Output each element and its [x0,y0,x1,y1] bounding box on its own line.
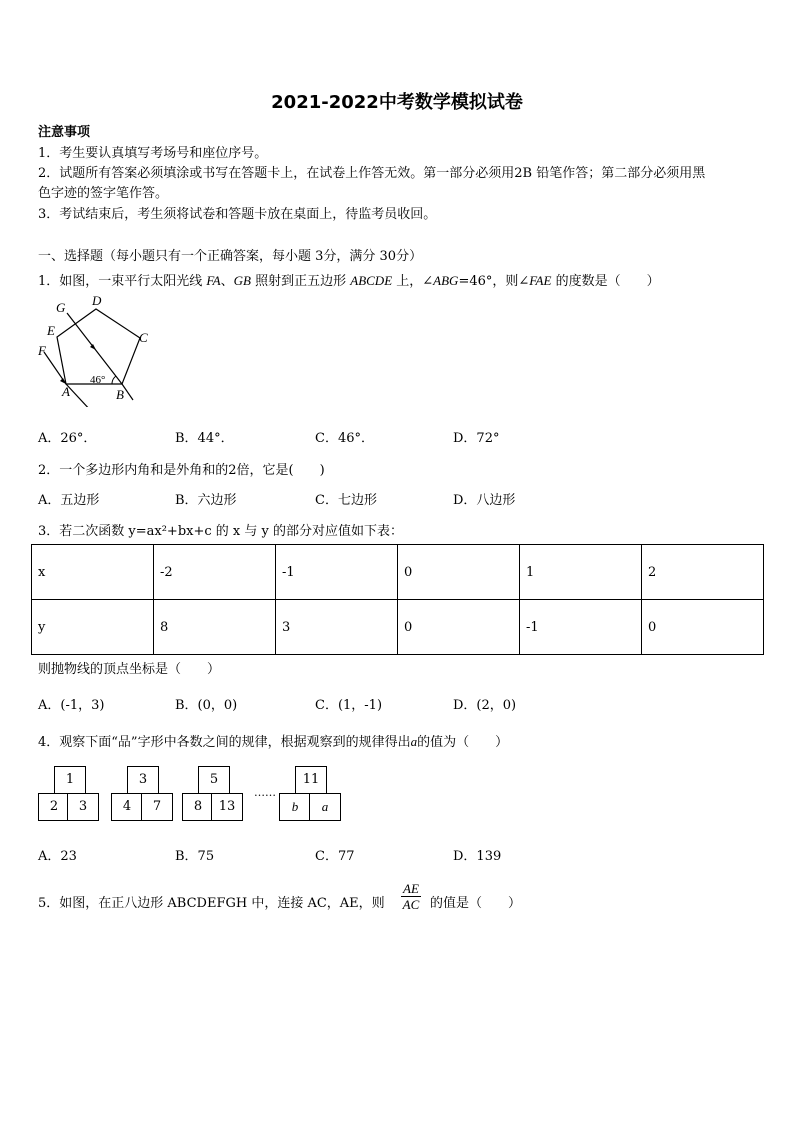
table-cell: -1 [276,545,398,600]
q1-option-d[interactable]: D．72° [453,431,500,446]
q1-option-a[interactable]: A．26°． [38,431,97,446]
q1-option-b[interactable]: B．44°． [175,431,234,446]
pin-3-right: 13 [211,793,243,821]
table-cell: x [32,545,154,600]
q4-option-c[interactable]: C．77 [315,849,355,864]
section-heading: 一、选择题（每小题只有一个正确答案，每小题 3分，满分 30分） [38,249,423,264]
label-d: D [92,293,102,308]
table-cell: 0 [398,545,520,600]
notice-item-2-cont: 色字迹的签字笔作答。 [38,186,169,201]
notice-item-3: 3．考试结束后，考生须将试卷和答题卡放在桌面上，待监考员收回。 [38,207,437,222]
question-5-text-a: 5．如图，在正八边形 ABCDEFGH 中，连接 AC，AE，则 [38,896,385,911]
label-c: C [139,330,148,345]
pin-4-left: b [279,793,311,821]
pentagon-figure [30,292,160,407]
notice-item-2: 2．试题所有答案必须填涂或书写在答题卡上，在试卷上作答无效。第一部分必须用2B 铅笔作答；第二部分必须用黑 [38,166,706,181]
q3-option-c[interactable]: C．(1，-1) [315,698,383,713]
pin-2-top: 3 [127,766,159,794]
arrowhead-gb [90,344,96,350]
pin-2-right: 7 [141,793,173,821]
table-cell: -2 [154,545,276,600]
q4-option-b[interactable]: B．75 [175,849,215,864]
pin-3-top: 5 [198,766,230,794]
q3-option-a[interactable]: A．(-1，3) [38,698,105,713]
fraction-ae-ac [401,881,421,912]
pin-4-right: a [309,793,341,821]
notice-heading: 注意事项 [38,125,91,140]
pin-1-right: 3 [67,793,99,821]
fraction-denominator: AC [402,897,420,912]
pin-1-top: 1 [54,766,86,794]
question-3-followup: 则抛物线的顶点坐标是（ ） [38,662,221,677]
table-cell: 3 [276,600,398,655]
label-b: B [116,387,124,402]
table-cell: 0 [642,600,764,655]
pin-1-left: 2 [38,793,70,821]
angle-arc [112,376,116,384]
q2-option-d[interactable]: D．八边形 [453,493,516,508]
table-row [32,545,764,600]
pentagon-shape [57,309,140,384]
table-cell: 8 [154,600,276,655]
q2-option-b[interactable]: B．六边形 [175,493,237,508]
values-table [31,544,764,655]
label-f: F [38,343,46,358]
pin-dots: …… [254,786,276,799]
q1-option-c[interactable]: C．46°． [315,431,374,446]
table-cell: -1 [520,600,642,655]
q4-option-a[interactable]: A．23 [38,849,77,864]
label-angle: 46° [90,374,106,386]
page-title: 2021-2022中考数学模拟试卷 [271,92,523,113]
question-3-text: 3．若二次函数 y=ax²+bx+c 的 x 与 y 的部分对应值如下表： [38,524,403,539]
pin-4-top: 11 [295,766,327,794]
q4-option-d[interactable]: D．139 [453,849,502,864]
fraction-numerator: AE [403,881,419,896]
label-e: E [47,323,55,338]
table-cell: 0 [398,600,520,655]
question-1-text: 1．如图，一束平行太阳光线 FA、GB 照射到正五边形 ABCDE 上，∠ABG=46°，则∠FAE 的度数是（ ） [38,273,660,289]
table-cell: 1 [520,545,642,600]
q3-option-d[interactable]: D．(2，0) [453,698,517,713]
pin-3-left: 8 [182,793,214,821]
question-5-text-b: 的值是（ ） [430,896,522,911]
label-a: A [62,384,70,399]
q3-option-b[interactable]: B．(0，0) [175,698,238,713]
question-2-text: 2．一个多边形内角和是外角和的2倍，它是( ) [38,463,325,478]
question-4-text: 4．观察下面“品”字形中各数之间的规律，根据观察到的规律得出a的值为（ ） [38,734,509,750]
table-cell: y [32,600,154,655]
q2-option-c[interactable]: C．七边形 [315,493,377,508]
notice-item-1: 1．考生要认真填写考场号和座位序号。 [38,146,268,161]
q2-option-a[interactable]: A．五边形 [38,493,100,508]
label-g: G [56,300,66,315]
table-row [32,600,764,655]
pin-2-left: 4 [111,793,143,821]
table-cell: 2 [642,545,764,600]
